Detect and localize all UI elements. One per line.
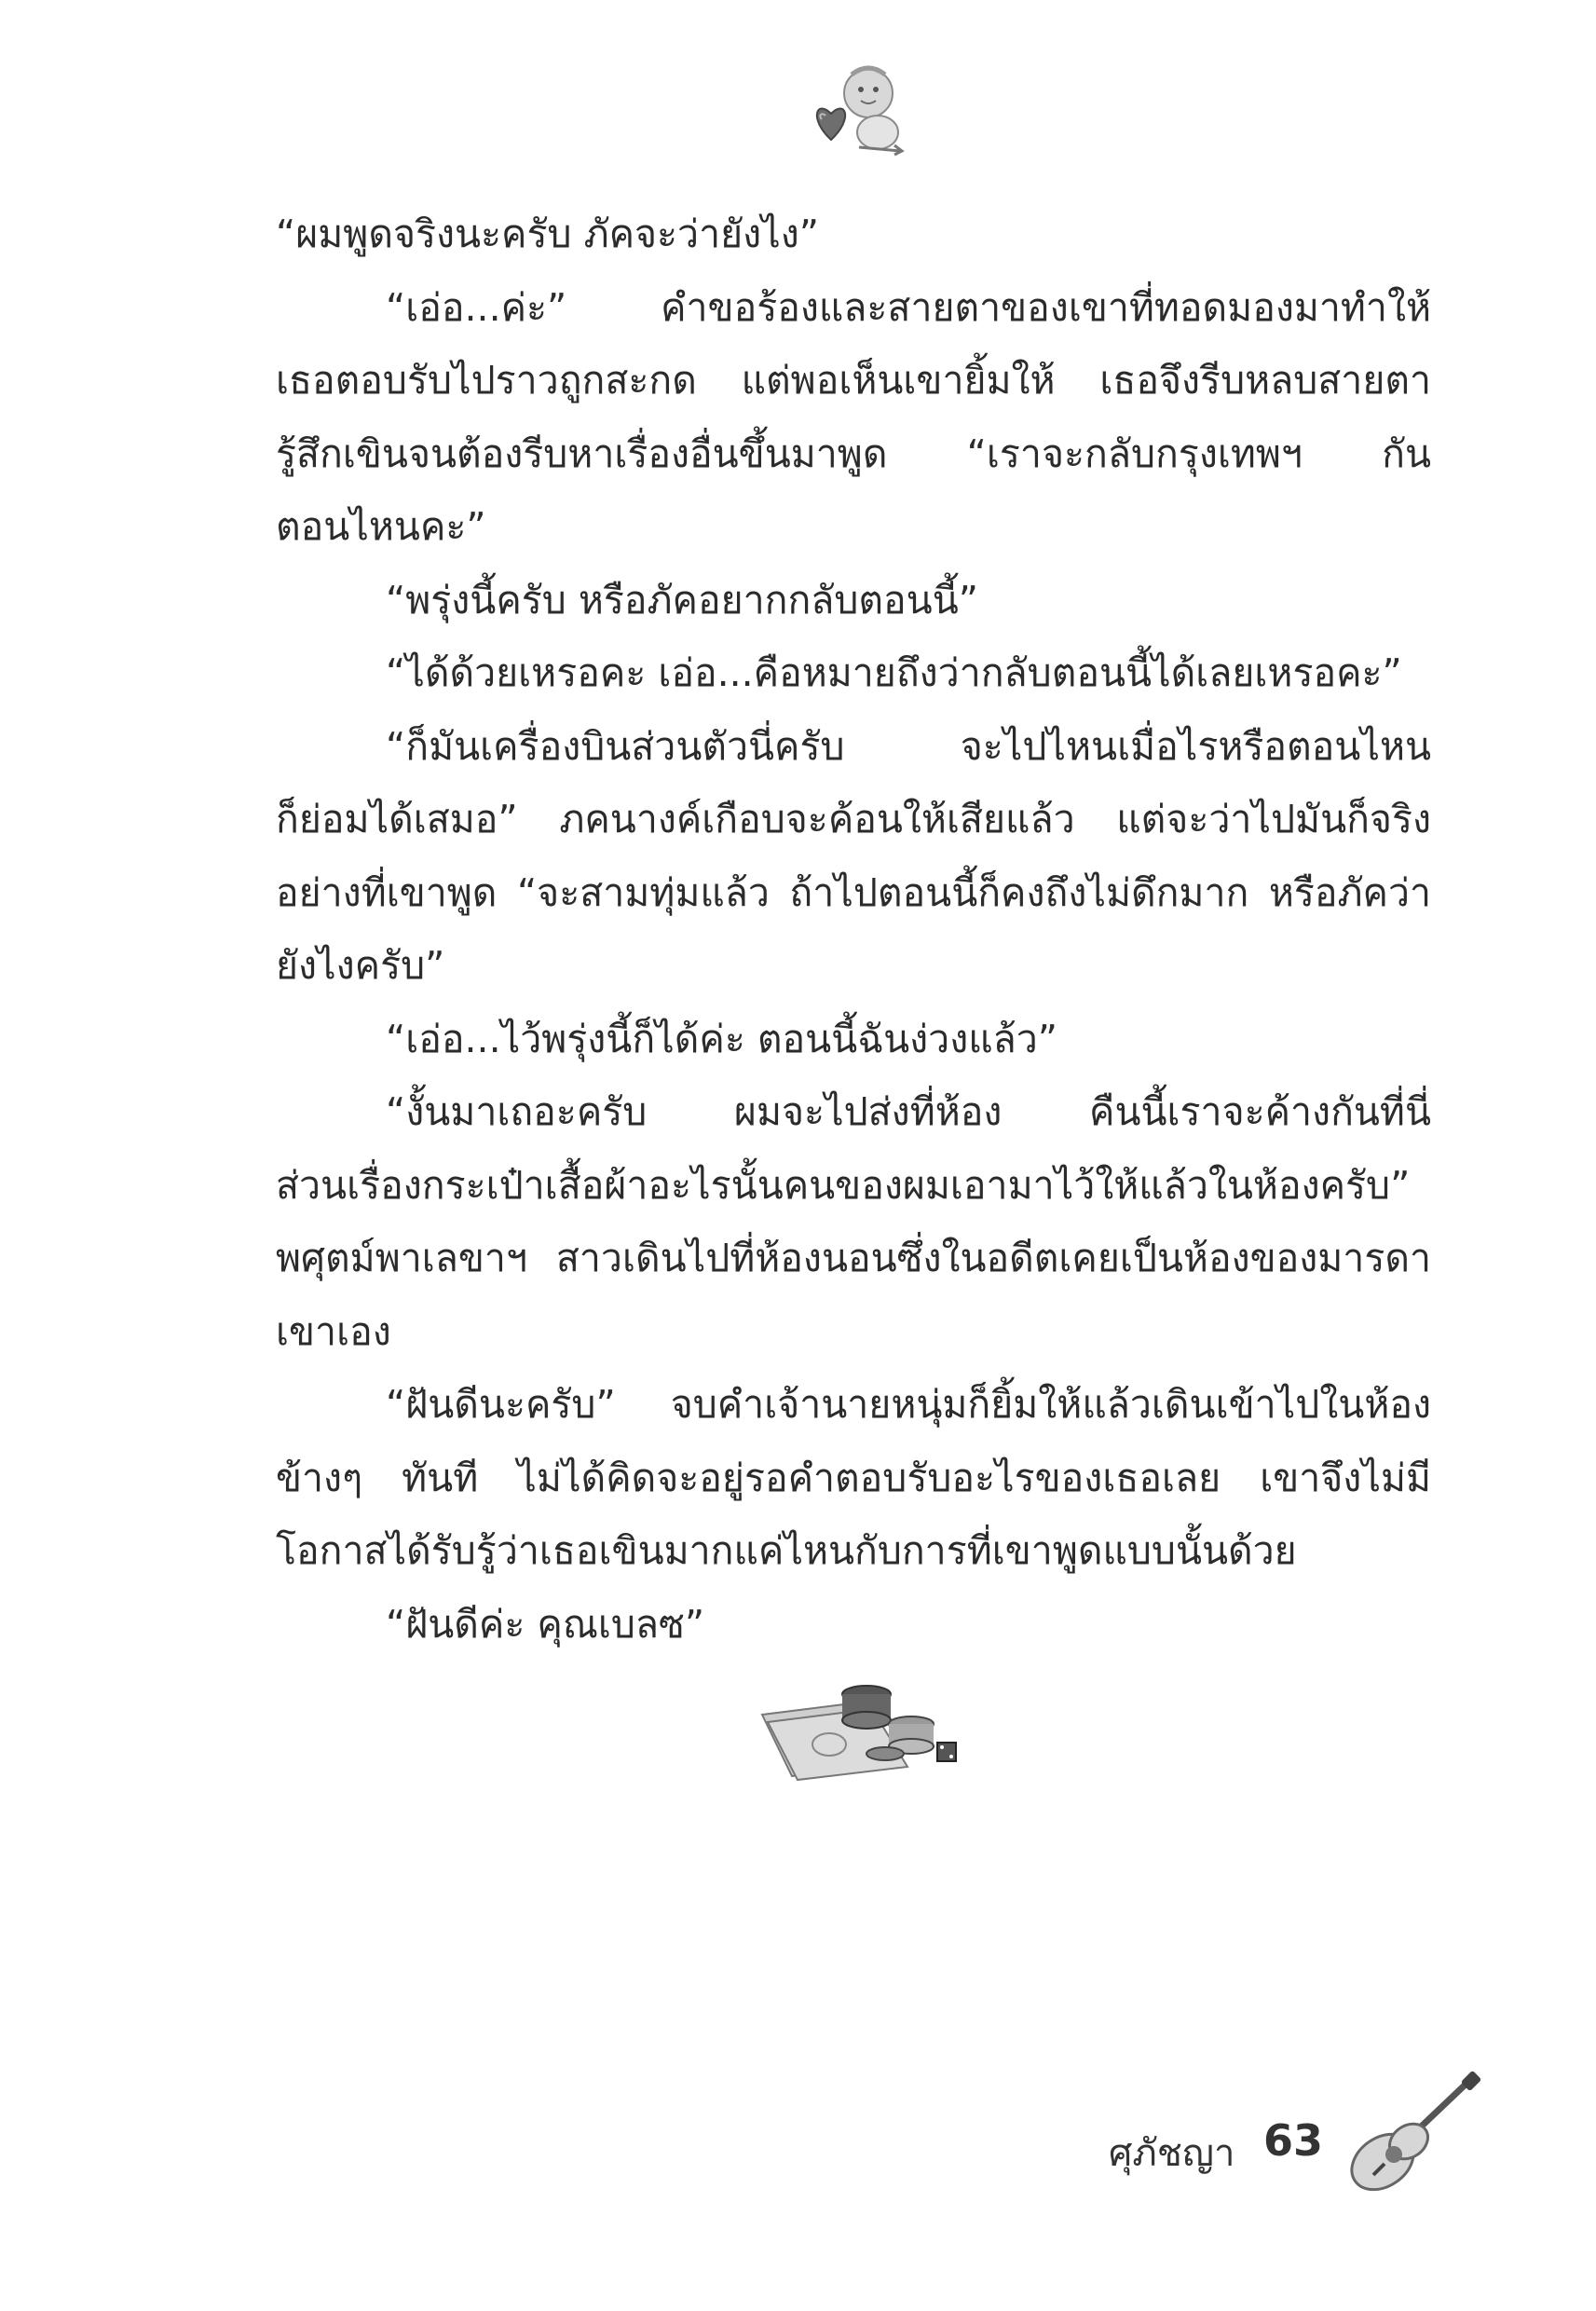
text-line: รู้สึกเขินจนต้องรีบหาเรื่องอื่นขึ้นมาพูด “เราจะกลับกรุงเทพฯ กัน xyxy=(276,431,1431,476)
author-name: ศุภัชญา xyxy=(1109,2132,1235,2175)
text-line: พศุตม์พาเลขาฯ สาวเดินไปที่ห้องนอนซึ่งในอดีตเคยเป็นห้องของมารดา xyxy=(276,1236,1431,1280)
text-line: “ก็มันเครื่องบินส่วนตัวนี่ครับ จะไปไหนเมื่อไรหรือตอนไหน xyxy=(386,723,1431,769)
text-line: “เอ่อ...ค่ะ” คำขอร้องและสายตาของเขาที่ทอดมองมาทำให้ xyxy=(386,284,1431,330)
money-chips-icon xyxy=(755,1677,960,1782)
text-line: เขาเอง xyxy=(276,1308,391,1354)
text-line: ส่วนเรื่องกระเป๋าเสื้อผ้าอะไรนั้นคนของผมเอามาไว้ให้แล้วในห้องครับ” xyxy=(276,1162,1411,1208)
text-line: อย่างที่เขาพูด “จะสามทุ่มแล้ว ถ้าไปตอนนี้ก็คงถึงไม่ดึกมาก หรือภัคว่า xyxy=(276,869,1431,915)
text-line: เธอตอบรับไปราวถูกสะกด แต่พอเห็นเขายิ้มให้ เธอจึงรีบหลบสายตา xyxy=(276,358,1431,403)
text-line: “ฝันดีนะครับ” จบคำเจ้านายหนุ่มก็ยิ้มให้แล้วเดินเข้าไปในห้อง xyxy=(386,1382,1431,1427)
story-text xyxy=(276,198,1431,1661)
text-line: ยังไงครับ” xyxy=(276,943,445,988)
text-line: “เอ่อ...ไว้พรุ่งนี้ก็ได้ค่ะ ตอนนี้ฉันง่วงแล้ว” xyxy=(386,1016,1058,1061)
text-line: ข้างๆ ทันที ไม่ได้คิดจะอยู่รอคำตอบรับอะไรของเธอเลย เขาจึงไม่มี xyxy=(276,1455,1431,1500)
text-line: “งั้นมาเถอะครับ ผมจะไปส่งที่ห้อง คืนนี้เราจะค้างกันที่นี่ xyxy=(386,1089,1431,1134)
text-line: “พรุ่งนี้ครับ หรือภัคอยากกลับตอนนี้” xyxy=(386,577,978,622)
text-line: โอกาสได้รับรู้ว่าเธอเขินมากแค่ไหนกับการที่เขาพูดแบบนั้นด้วย xyxy=(276,1528,1297,1573)
text-line: “ผมพูดจริงนะครับ ภัคจะว่ายังไง” xyxy=(276,212,820,256)
page-number: 63 xyxy=(1263,2115,1324,2166)
cupid-heart-icon xyxy=(803,58,906,158)
text-line: ก็ย่อมได้เสมอ” ภคนางค์เกือบจะค้อนให้เสียแล้ว แต่จะว่าไปมันก็จริง xyxy=(276,797,1431,841)
text-line: “ได้ด้วยเหรอคะ เอ่อ...คือหมายถึงว่ากลับตอนนี้ได้เลยเหรอคะ” xyxy=(386,650,1402,695)
text-line: ตอนไหนคะ” xyxy=(276,504,486,549)
guitar-icon xyxy=(1342,2071,1481,2194)
text-line: “ฝันดีค่ะ คุณเบลซ” xyxy=(386,1601,705,1647)
